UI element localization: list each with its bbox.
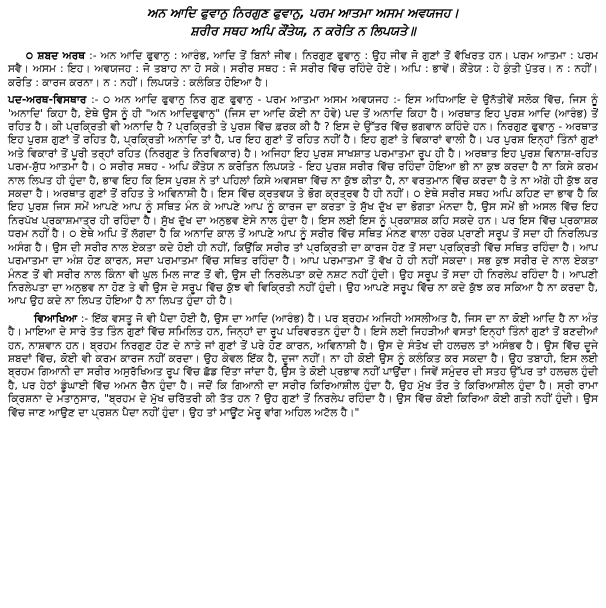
shabad-arth-text: :- ਅਨ ਆਦਿ ਫੁਵਾਨੁ : ਆਰੰਭ, ਆਦਿ ਤੋਂ ਬਿਨਾਂ ਜੀਵ। ਨਿਰਗੁਣ ਫੁਵਾਨੁ : ਉਹ ਜੀਵ ਜੋ ਗੁਣਾਂ ਤੋਂ ਵੱਖਿਰਤ ਹਨ। ਪਰਮ ਆਤਮਾ : ਪਰਮ ਸਵੈ। ਅਸਮ : ਇਹ। ਅਵਯਜਹ : ਜੋ ਤਬਾਹ ਨਾ ਹੋ ਸਕੇ। ਸਰੀਰ ਸਥਹ : ਜੋ ਸਰੀਰ ਵਿੱਚ ਰਹਿੰਦੇ ਹੋਏ। ਅਪਿ : ਭਾਵੇਂ। ਕੌਂਤੇਯ : ਹੇ ਕੁੰਤੀ ਪੁੱਤਰ। ਨ : ਨਹੀਂ। ਕਰੋਤਿ : ਕਾਰਜ ਕਰਨਾ। ਨ : ਨਹੀਂ। ਲਿਪਯਤੇ : ਕਲੰਕਿਤ ਹੋਇਆ ਹੈ। bbox=[8, 50, 599, 89]
shabad-arth-paragraph bbox=[8, 50, 598, 90]
shabad-arth-label: ੦ ਸ਼ਬਦ ਅਰਥ bbox=[26, 50, 86, 62]
viakhia-paragraph bbox=[8, 313, 598, 420]
viakhia-text: :- ਇੱਕ ਵਸਤੂ ਜੋ ਵੀ ਪੈਦਾ ਹੋਈ ਹੈ, ਉਸ ਦਾ ਆਦਿ (ਆਰੰਭ) ਹੈ। ਪਰ ਬ੍ਰਹਮ ਅਜਿਹੀ ਅਸਲੀਅਤ ਹੈ, ਜਿਸ ਦਾ ਨਾ ਕੋਈ ਆਦਿ ਹੈ ਨਾ ਅੰਤ ਹੈ। ਮਾਇਆ ਦੇ ਸਾਰੇ ਤੱਤ ਤਿੰਨ ਗੁਣਾਂ ਵਿੱਚ ਸਮਿਲਿਤ ਹਨ, ਜਿਨ੍ਹਾਂ ਦਾ ਰੂਪ ਪਰਿਵਰਤਨ ਹੁੰਦਾ ਹੈ। ਇਸੇ ਲਈ ਜਿਹੜੀਆਂ ਵਸਤਾਂ ਇਨ੍ਹਾਂ ਤਿੰਨਾਂ ਗੁਣਾਂ ਤੋਂ ਬਣਦੀਆਂ ਹਨ, ਨਾਸ਼ਵਾਨ ਹਨ। ਬ੍ਰਹਮ ਨਿਰਗੁਣ ਹੋਣ ਦੇ ਨਾਤੇ ਜਾਂ ਗੁਣਾਂ ਤੋਂ ਪਰੇ ਹੋਣ ਕਾਰਨ, ਅਵਿਨਾਸ਼ੀ ਹੈ। ਉਸ ਦੇ ਸੰਤੋਖ ਦੀ ਹਲਚਲ ਤਾਂ ਅਸੰਭਵ ਹੈ। ਉਸ ਵਿੱਚ ਦੂਜੇ ਸ਼ਬਦਾਂ ਵਿੱਚ, ਕੋਈ ਵੀ ਕਰਮ ਕਾਰਜ ਨਹੀਂ ਕਰਦਾ। ਉਹ ਕੇਵਲ ਇੱਕ ਹੈ, ਦੂਜਾ ਨਹੀਂ। ਨਾ ਹੀ ਕੋਈ ਉਸ ਨੂੰ ਕਲੰਕਿਤ ਕਰ ਸਕਦਾ ਹੈ। ਉਹ ਤਬਾਹੀ, ਇਸ ਲਈ ਬ੍ਰਹਮ ਗਿਆਨੀ ਦਾ ਸਰੀਰ ਅਸੁਰੱਖਿਅਤ ਰੂਪ ਵਿੱਚ ਛੱਡ ਦਿੱਤਾ ਜਾਂਦਾ ਹੈ, ਉਸ ਤੇ ਕੋਈ ਪ੍ਰਭਾਵ ਨਹੀਂ ਪਾਉਂਦਾ। ਜਿਵੇਂ ਸਮੁੰਦਰ ਦੀ ਸਤਹ ਉੱਪਰ ਤਾਂ ਹਲਚਲ ਹੁੰਦੀ ਹੈ, ਪਰ ਹੇਠਾਂ ਡੂੰਘਾਈ ਵਿੱਚ ਅਮਨ ਚੈਨ ਹੁੰਦਾ ਹੈ। ਜਦੋਂ ਕਿ ਗਿਆਨੀ ਦਾ ਸਰੀਰ ਕਿਰਿਆਸ਼ੀਲ ਹੁੰਦਾ ਹੈ, ਉਹ ਮੁੱਖ ਤੌਰ ਤੇ ਕਿਰਿਆਸ਼ੀਲ ਹੁੰਦਾ ਹੈ। ਸ੍ਰੀ ਰਾਮਾ ਕ੍ਰਿਸ਼ਨਾ ਦੇ ਮਤਾਨੁਸਾਰ, "ਬ੍ਰਹਮ ਦੇ ਮੁੱਖ ਚਰਿੱਤਰੀ ਕੀ ਤੱਤ ਹਨ ? ਉਹ ਗੁਣਾਂ ਤੋਂ ਨਿਰਲੇਪ ਰਹਿੰਦਾ ਹੈ। ਉਸ ਵਿੱਚ ਕੋਈ ਕਿਰਿਆ ਕੋਈ ਗਤੀ ਨਹੀਂ ਹੁੰਦੀ। ਉਸ ਵਿੱਚ ਜਾਣ ਆਉਣ ਦਾ ਪ੍ਰਸ਼ਨ ਪੈਦਾ ਨਹੀਂ ਹੁੰਦਾ। ਉਹ ਤਾਂ ਮਾਊਂਟ ਮੇਰੂ ਵਾਂਗ ਅਹਿਲ ਅਟੱਲ ਹੈ।" bbox=[8, 312, 598, 419]
pad-arth-paragraph bbox=[8, 94, 598, 309]
viakhia-label: ਵਿਆਖਿਆ bbox=[34, 312, 78, 325]
verse-line-1: ਅਨ ਆਦਿ ਫੁਵਾਨੁ ਨਿਰਗੁਣ ਫੁਵਾਨੁ, ਪਰਮ ਆਤਮਾ ਅਸਮ ਅਵਯਜਹ। bbox=[147, 5, 459, 20]
pad-arth-label: ਪਦ-ਅਰਥ-ਵਿਸਥਾਰ bbox=[8, 94, 87, 107]
verse-line-2: ਸ਼ਰੀਰ ਸਥਹ ਅਪਿ ਕੌਂਤੇਯ, ਨ ਕਰੋਤਿ ਨ ਲਿਪਯਤੇ॥ bbox=[190, 23, 416, 38]
pad-arth-text: :- ੦ ਅਨ ਆਦਿ ਫੁਵਾਨੁ ਨਿਰ ਗੁਣ ਫੁਵਾਨੁ - ਪਰਮ ਆਤਮਾ ਅਸਮ ਅਵਯਜਹ :- ਇਸ ਅਧਿਆਇ ਦੇ ਉਨੱਤੀਵੇਂ ਸਲੋਕ ਵਿੱਚ, ਜਿਸ ਨੂੰ 'ਅਨਾਦਿ' ਕਿਹਾ ਹੈ, ਏਥੇ ਉਸ ਨੂੰ ਹੀ "ਅਨ ਆਦਿਫੁਵਾਨੁ" (ਜਿਸ ਦਾ ਆਦਿ ਕੋਈ ਨਾ ਹੋਵੇ) ਪਦ ਤੋਂ ਅਨਾਦਿ ਕਿਹਾ ਹੈ। ਅਰਥਾਤ ਇਹ ਪੁਰਸ਼ ਆਦਿ (ਆਰੰਭ) ਤੋਂ ਰਹਿਤ ਹੈ। ਕੀ ਪ੍ਰਕ੍ਰਿਤੀ ਵੀ ਅਨਾਦਿ ਹੈ ? ਪ੍ਰਕ੍ਰਿਤੀ ਤੇ ਪੁਰਸ਼ ਵਿੱਚ ਫ਼ਰਕ ਕੀ ਹੈ ? ਇਸ ਦੇ ਉੱਤਰ ਵਿੱਚ ਭਗਵਾਨ ਕਹਿੰਦੇ ਹਨ। ਨਿਰਗੁਣ ਫੁਵਾਨੁ - ਅਰਥਾਤ ਇਹ ਪੁਰਸ਼ ਗੁਣਾਂ ਤੋਂ ਰਹਿਤ ਹੈ, ਪ੍ਰਕ੍ਰਿਤੀ ਅਨਾਦਿ ਤਾਂ ਹੈ, ਪਰ ਇਹ ਗੁਣਾਂ ਤੋਂ ਰਹਿਤ ਨਹੀਂ ਹੈ। ਇਹ ਗੁਣਾਂ ਤੇ ਵਿਕਾਰਾਂ ਵਾਲੀ ਹੈ। ਪਰ ਪੁਰਸ਼ ਇਨ੍ਹਾਂ ਤਿੰਨਾਂ ਗੁਣਾਂ ਅਤੇ ਵਿਕਾਰਾਂ ਤੋਂ ਪੂਰੀ ਤਰ੍ਹਾਂ ਰਹਿਤ (ਨਿਰਗੁਣ ਤੇ ਨਿਰਵਿਕਾਰ) ਹੈ। ਅਜਿਹਾ ਇਹ ਪੁਰਸ਼ ਸਾਖਸ਼ਾਤ ਪਰਮਾਤਮਾ ਰੂਪ ਹੀ ਹੈ। ਅਰਥਾਤ ਇਹ ਪੁਰਸ਼ ਵਿਨਾਸ਼-ਰਹਿਤ ਪਰਮ-ਸ਼ੁੱਧ ਆਤਮਾ ਹੈ। ੦ ਸਰੀਰ ਸਥਹ - ਅਪਿ ਕੌਂਤੇਯ ਨ ਕਰੋਤਿਨ ਲਿਪਯਤੇ - ਇਹ ਪੁਰਸ਼ ਸਰੀਰ ਵਿੱਚ ਰਹਿੰਦਾ ਹੋਇਆ ਭੀ ਨਾ ਕੁਝ ਕਰਦਾ ਹੈ ਨਾ ਕਿਸੇ ਕਰਮ ਨਾਲ ਲਿਪਤ ਹੀ ਹੁੰਦਾ ਹੈ, ਭਾਵ ਇਹ ਕਿ ਇਸ ਪੁਰਸ਼ ਨੇ ਤਾਂ ਪਹਿਲਾਂ ਕਿਸੇ ਅਵਸਥਾ ਵਿੱਚ ਨਾ ਕੁੱਝ ਕੀਤਾ ਹੈ, ਨਾ ਵਰਤਮਾਨ ਵਿੱਚ ਕਰਦਾ ਹੈ ਤੇ ਨਾ ਅੱਗੇ ਹੀ ਕੁੱਝ ਕਰ ਸਕਦਾ ਹੈ। ਅਰਥਾਤ ਗੁਣਾਂ ਤੋਂ ਰਹਿਤ ਤੇ ਅਵਿਨਾਸ਼ੀ ਹੈ। ਇਸ ਵਿੱਚ ਕ੍ਰਤਵਯ ਤੇ ਭੋਗ ਕ੍ਰਤ੍ਰਵ ਹੈ ਹੀ ਨਹੀਂ। ੦ ਏਥੇ ਸਰੀਰ ਸਥਹ ਅਪਿ ਕਹਿਣ ਦਾ ਭਾਵ ਹੈ ਕਿ ਇਹ ਪੁਰਸ਼ ਜਿਸ ਸਮੇਂ ਆਪਣੇ ਆਪ ਨੂੰ ਸਥਿਤ ਮੰਨ ਕੇ ਆਪਣੇ ਆਪ ਨੂੰ ਕਾਰਜ ਦਾ ਕਰਤਾ ਤੇ ਸੁੱਖ ਦੁੱਖ ਦਾ ਭੋਗਤਾ ਮੰਨਦਾ ਹੈ, ਉਸ ਸਮੇਂ ਭੀ ਅਸਲ ਵਿੱਚ ਇਹ ਨਿਰਪੱਖ ਪ੍ਰਕਾਸ਼ਮਾਤ੍ਰ ਹੀ ਰਹਿੰਦਾ ਹੈ। ਸੁੱਖ ਦੁੱਖ ਦਾ ਅਨੁਭਵ ਏਸੇ ਨਾਲ ਹੁੰਦਾ ਹੈ। ਇਸ ਲਈ ਇਸ ਨੂੰ ਪ੍ਰਕਾਸ਼ਕ ਕਹਿ ਸਕਦੇ ਹਨ। ਪਰ ਇਸ ਵਿੱਚ ਪ੍ਰਕਾਸ਼ਕ ਧਰਮ ਨਹੀਂ ਹੈ। ੦ ਏਥੇ ਅਪਿ ਤੋਂ ਲੱਗਦਾ ਹੈ ਕਿ ਅਨਾਦਿ ਕਾਲ ਤੋਂ ਆਪਣੇ ਆਪ ਨੂੰ ਸਰੀਰ ਵਿੱਚ ਸਥਿਤ ਮੰਨਣ ਵਾਲਾ ਹਰੇਕ ਪ੍ਰਾਣੀ ਸਰੂਪ ਤੋਂ ਸਦਾ ਹੀ ਨਿਰਲਿਪਤ ਅਸੰਗ ਹੈ। ਉਸ ਦੀ ਸਰੀਰ ਨਾਲ ਏਕਤਾ ਕਦੇ ਹੋਈ ਹੀ ਨਹੀਂ, ਕਿਉਂਕਿ ਸਰੀਰ ਤਾਂ ਪ੍ਰਕ੍ਰਿਤੀ ਦਾ ਕਾਰਜ ਹੋਣ ਤੋਂ ਸਦਾ ਪ੍ਰਕ੍ਰਿਤੀ ਵਿੱਚ ਸਥਿਤ ਰਹਿੰਦਾ ਹੈ। ਆਪ ਪਰਮਾਤਮਾ ਦਾ ਅੰਸ਼ ਹੋਣ ਕਾਰਨ, ਸਦਾ ਪਰਮਾਤਮਾ ਵਿੱਚ ਸਥਿਤ ਰਹਿੰਦਾ ਹੈ। ਆਪ ਪਰਮਾਤਮਾ ਤੋਂ ਵੱਖ ਹੋ ਹੀ ਨਹੀਂ ਸਕਦਾ। ਸਭ ਕੁਝ ਸਰੀਰ ਦੇ ਨਾਲ ਏਕਤਾ ਮੰਨਣ ਤੋਂ ਵੀ ਸਰੀਰ ਨਾਲ ਕਿੰਨਾ ਵੀ ਘੁਲ ਮਿਲ ਜਾਣ ਤੋਂ ਵੀ, ਉਸ ਦੀ ਨਿਰਲੇਪਤਾ ਕਦੇ ਨਸ਼ਟ ਨਹੀਂ ਹੁੰਦੀ। ਉਹ ਸਰੂਪ ਤੋਂ ਸਦਾ ਹੀ ਨਿਰਲੇਪ ਰਹਿੰਦਾ ਹੈ। ਆਪਣੀ ਨਿਰਲੇਪਤਾ ਦਾ ਅਨੁਭਵ ਨਾ ਹੋਣ ਤੇ ਵੀ ਉਸ ਦੇ ਸਰੂਪ ਵਿੱਚ ਕੁੱਝ ਵੀ ਵਿਕ੍ਰਿਤੀ ਨਹੀਂ ਹੁੰਦੀ। ਉਹ ਆਪਣੇ ਸਰੂਪ ਵਿੱਚ ਨਾ ਕਦੇ ਕੁੱਝ ਕਰ ਸਕਿਆ ਹੈ ਨਾ ਕਰਦਾ ਹੈ, ਆਪ ਉਹ ਕਦੇ ਨਾ ਲਿਪਤ ਹੋਇਆ ਹੈ ਨਾ ਲਿਪਤ ਹੁੰਦਾ ਹੀ ਹੈ। bbox=[8, 94, 598, 308]
